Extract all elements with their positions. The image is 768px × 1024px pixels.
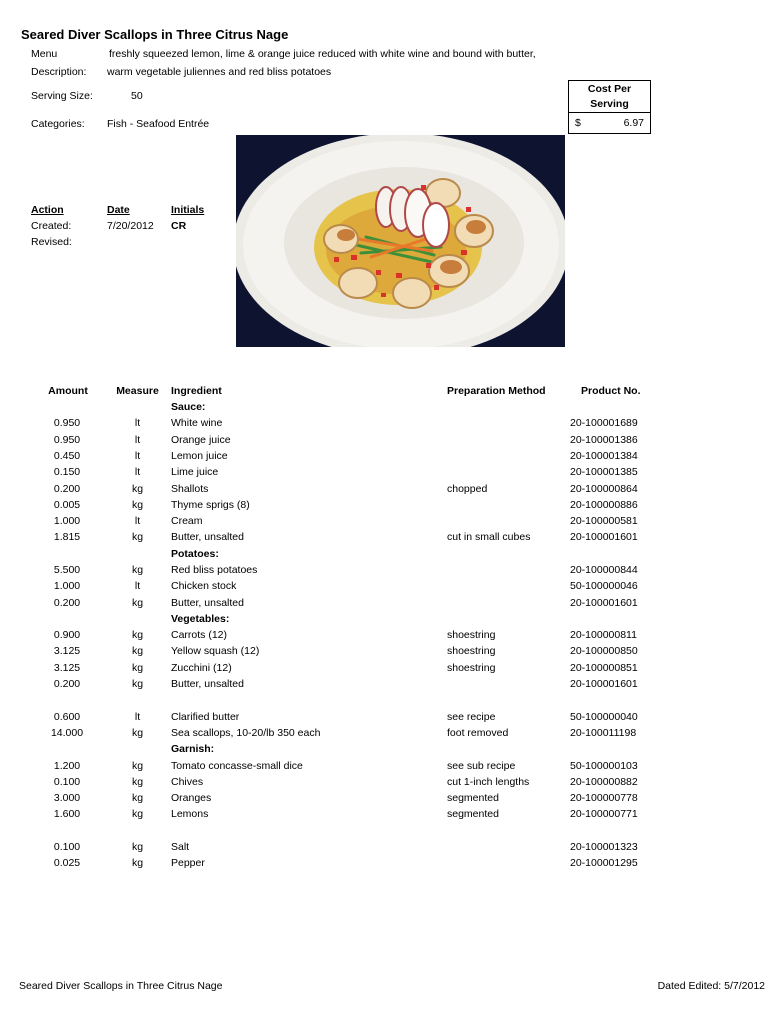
section-label: Garnish: [171,743,215,755]
menu-label: Menu [31,48,58,60]
measure-cell: kg [131,645,144,657]
measure-cell: kg [131,597,144,609]
amount-cell: 3.000 [53,792,81,804]
ingredient-cell: Clarified butter [171,711,240,723]
prep-method-cell: segmented [447,792,499,804]
table-row [0,629,768,645]
prep-method-cell: cut in small cubes [447,531,531,543]
ingredient-cell: Butter, unsalted [171,531,244,543]
table-row [0,645,768,661]
section-label: Sauce: [171,401,206,413]
amount-cell: 1.200 [53,760,81,772]
table-row [0,417,768,433]
ingredient-cell: Chicken stock [171,580,237,592]
section-header-row [0,743,768,759]
table-row [0,564,768,580]
dish-photo [236,135,565,347]
amount-cell: 0.600 [53,711,81,723]
amount-cell: 0.200 [53,678,81,690]
product-number-cell: 20-100001601 [570,597,638,609]
description-line-2: warm vegetable juliennes and red bliss potatoes [107,66,332,78]
prep-method-cell: shoestring [447,662,496,674]
table-row [0,450,768,466]
product-number-cell: 50-100000040 [570,711,638,723]
ingredient-cell: Sea scallops, 10-20/lb 350 each [171,727,321,739]
table-row [0,580,768,596]
serving-size-label: Serving Size: [31,90,93,102]
amount-cell: 0.950 [53,434,81,446]
ingredient-header: Ingredient [171,385,222,397]
measure-cell: lt [134,434,141,446]
measure-cell: kg [131,499,144,511]
amount-cell: 14.000 [50,727,84,739]
product-number-cell: 20-100000844 [570,564,638,576]
recipe-title: Seared Diver Scallops in Three Citrus Nage [21,27,289,42]
ingredient-cell: Lemons [171,808,209,820]
measure-cell: lt [134,466,141,478]
table-row [0,678,768,694]
amount-cell: 0.025 [53,857,81,869]
table-row [0,531,768,547]
ingredient-cell: Butter, unsalted [171,597,244,609]
table-row [0,515,768,531]
table-header-row [0,385,768,401]
product-number-cell: 50-100000046 [570,580,638,592]
table-row [0,483,768,499]
amount-cell: 3.125 [53,662,81,674]
measure-cell: kg [131,776,144,788]
product-number-cell: 20-100000771 [570,808,638,820]
amount-cell: 0.900 [53,629,81,641]
ingredient-cell: Salt [171,841,190,853]
table-row [0,776,768,792]
product-number-cell: 20-100001384 [570,450,638,462]
cost-per-serving-header: Cost Per Serving [568,80,651,113]
measure-cell: lt [134,580,141,592]
cost-per-serving-value-cell [568,113,651,134]
action-header: Action [31,204,64,216]
measure-cell: kg [131,678,144,690]
measure-cell: kg [131,483,144,495]
created-initials: CR [171,220,187,232]
amount-cell: 1.815 [53,531,81,543]
product-number-cell: 20-100011198 [570,727,637,739]
footer-date-edited: Dated Edited: 5/7/2012 [657,980,765,992]
amount-cell: 0.100 [53,776,81,788]
prep-method-cell: see sub recipe [447,760,516,772]
section-label: Vegetables: [171,613,230,625]
prep-method-cell: cut 1-inch lengths [447,776,530,788]
measure-cell: kg [131,564,144,576]
measure-cell: kg [131,531,144,543]
measure-cell: lt [134,515,141,527]
product-number-cell: 50-100000103 [570,760,638,772]
product-number-cell: 20-100000581 [570,515,638,527]
table-row [0,808,768,824]
product-number-cell: 20-100001689 [570,417,638,429]
categories-value: Fish - Seafood Entrée [107,118,210,130]
ingredient-cell: Carrots (12) [171,629,228,641]
serving-size-value: 50 [131,90,143,102]
prep-method-cell: chopped [447,483,488,495]
measure-cell: kg [131,792,144,804]
currency-symbol: $ [575,117,581,129]
categories-label: Categories: [31,118,85,130]
table-row [0,662,768,678]
product-number-cell: 20-100000864 [570,483,638,495]
measure-cell: kg [131,727,144,739]
ingredient-cell: Yellow squash (12) [171,645,260,657]
measure-cell: kg [131,629,144,641]
ingredient-cell: Zucchini (12) [171,662,232,674]
ingredient-cell: Chives [171,776,204,788]
revised-label: Revised: [31,236,72,248]
section-header-row [0,613,768,629]
ingredient-cell: Thyme sprigs (8) [171,499,250,511]
product-number-cell: 20-100000886 [570,499,638,511]
description-label: Description: [31,66,87,78]
ingredient-cell: Tomato concasse-small dice [171,760,303,772]
table-row [0,711,768,727]
table-row [0,760,768,776]
prep-method-cell: segmented [447,808,499,820]
product-number-cell: 20-100001323 [570,841,638,853]
amount-cell: 0.450 [53,450,81,462]
product-number-cell: 20-100000851 [570,662,638,674]
ingredient-cell: Shallots [171,483,209,495]
ingredient-cell: Butter, unsalted [171,678,244,690]
created-label: Created: [31,220,72,232]
product-number-cell: 20-100001386 [570,434,638,446]
amount-cell: 1.600 [53,808,81,820]
footer-title: Seared Diver Scallops in Three Citrus Nage [19,980,223,992]
amount-cell: 3.125 [53,645,81,657]
measure-header: Measure [116,385,159,397]
table-row [0,499,768,515]
prep-method-cell: see recipe [447,711,496,723]
product-number-cell: 20-100001295 [570,857,638,869]
product-number-cell: 20-100000811 [570,629,637,641]
amount-cell: 0.200 [53,483,81,495]
ingredient-cell: Pepper [171,857,205,869]
product-number-header: Product No. [581,385,641,397]
section-label: Potatoes: [171,548,219,560]
table-row [0,727,768,743]
amount-cell: 5.500 [53,564,81,576]
measure-cell: kg [131,857,144,869]
ingredient-cell: Oranges [171,792,212,804]
amount-cell: 0.200 [53,597,81,609]
prep-method-cell: shoestring [447,629,496,641]
section-header-row [0,401,768,417]
description-line-1: freshly squeezed lemon, lime & orange juice reduced with white wine and bound with butter, [109,48,536,60]
measure-cell: lt [134,711,141,723]
amount-cell: 0.150 [53,466,81,478]
measure-cell: kg [131,808,144,820]
amount-cell: 1.000 [53,580,81,592]
product-number-cell: 20-100001601 [570,531,638,543]
prep-method-header: Preparation Method [447,385,546,397]
created-date: 7/20/2012 [107,220,154,232]
measure-cell: kg [131,841,144,853]
table-row [0,857,768,873]
ingredient-cell: Cream [171,515,203,527]
amount-cell: 0.100 [53,841,81,853]
cost-per-serving-box [568,80,651,134]
cost-per-serving-value: 6.97 [623,117,644,129]
amount-header: Amount [48,385,88,397]
amount-cell: 0.950 [53,417,81,429]
product-number-cell: 20-100000850 [570,645,638,657]
ingredient-cell: Lemon juice [171,450,228,462]
date-header: Date [107,204,130,216]
product-number-cell: 20-100000778 [570,792,638,804]
ingredient-cell: White wine [171,417,223,429]
ingredient-cell: Lime juice [171,466,219,478]
table-row [0,434,768,450]
section-header-row [0,548,768,564]
table-row [0,841,768,857]
measure-cell: lt [134,450,141,462]
initials-header: Initials [171,204,205,216]
prep-method-cell: shoestring [447,645,496,657]
amount-cell: 0.005 [53,499,81,511]
table-row [0,792,768,808]
amount-cell: 1.000 [53,515,81,527]
ingredient-cell: Red bliss potatoes [171,564,258,576]
table-row [0,597,768,613]
measure-cell: lt [134,417,141,429]
measure-cell: kg [131,662,144,674]
product-number-cell: 20-100000882 [570,776,638,788]
table-row [0,466,768,482]
product-number-cell: 20-100001385 [570,466,638,478]
measure-cell: kg [131,760,144,772]
product-number-cell: 20-100001601 [570,678,638,690]
prep-method-cell: foot removed [447,727,509,739]
ingredient-cell: Orange juice [171,434,231,446]
